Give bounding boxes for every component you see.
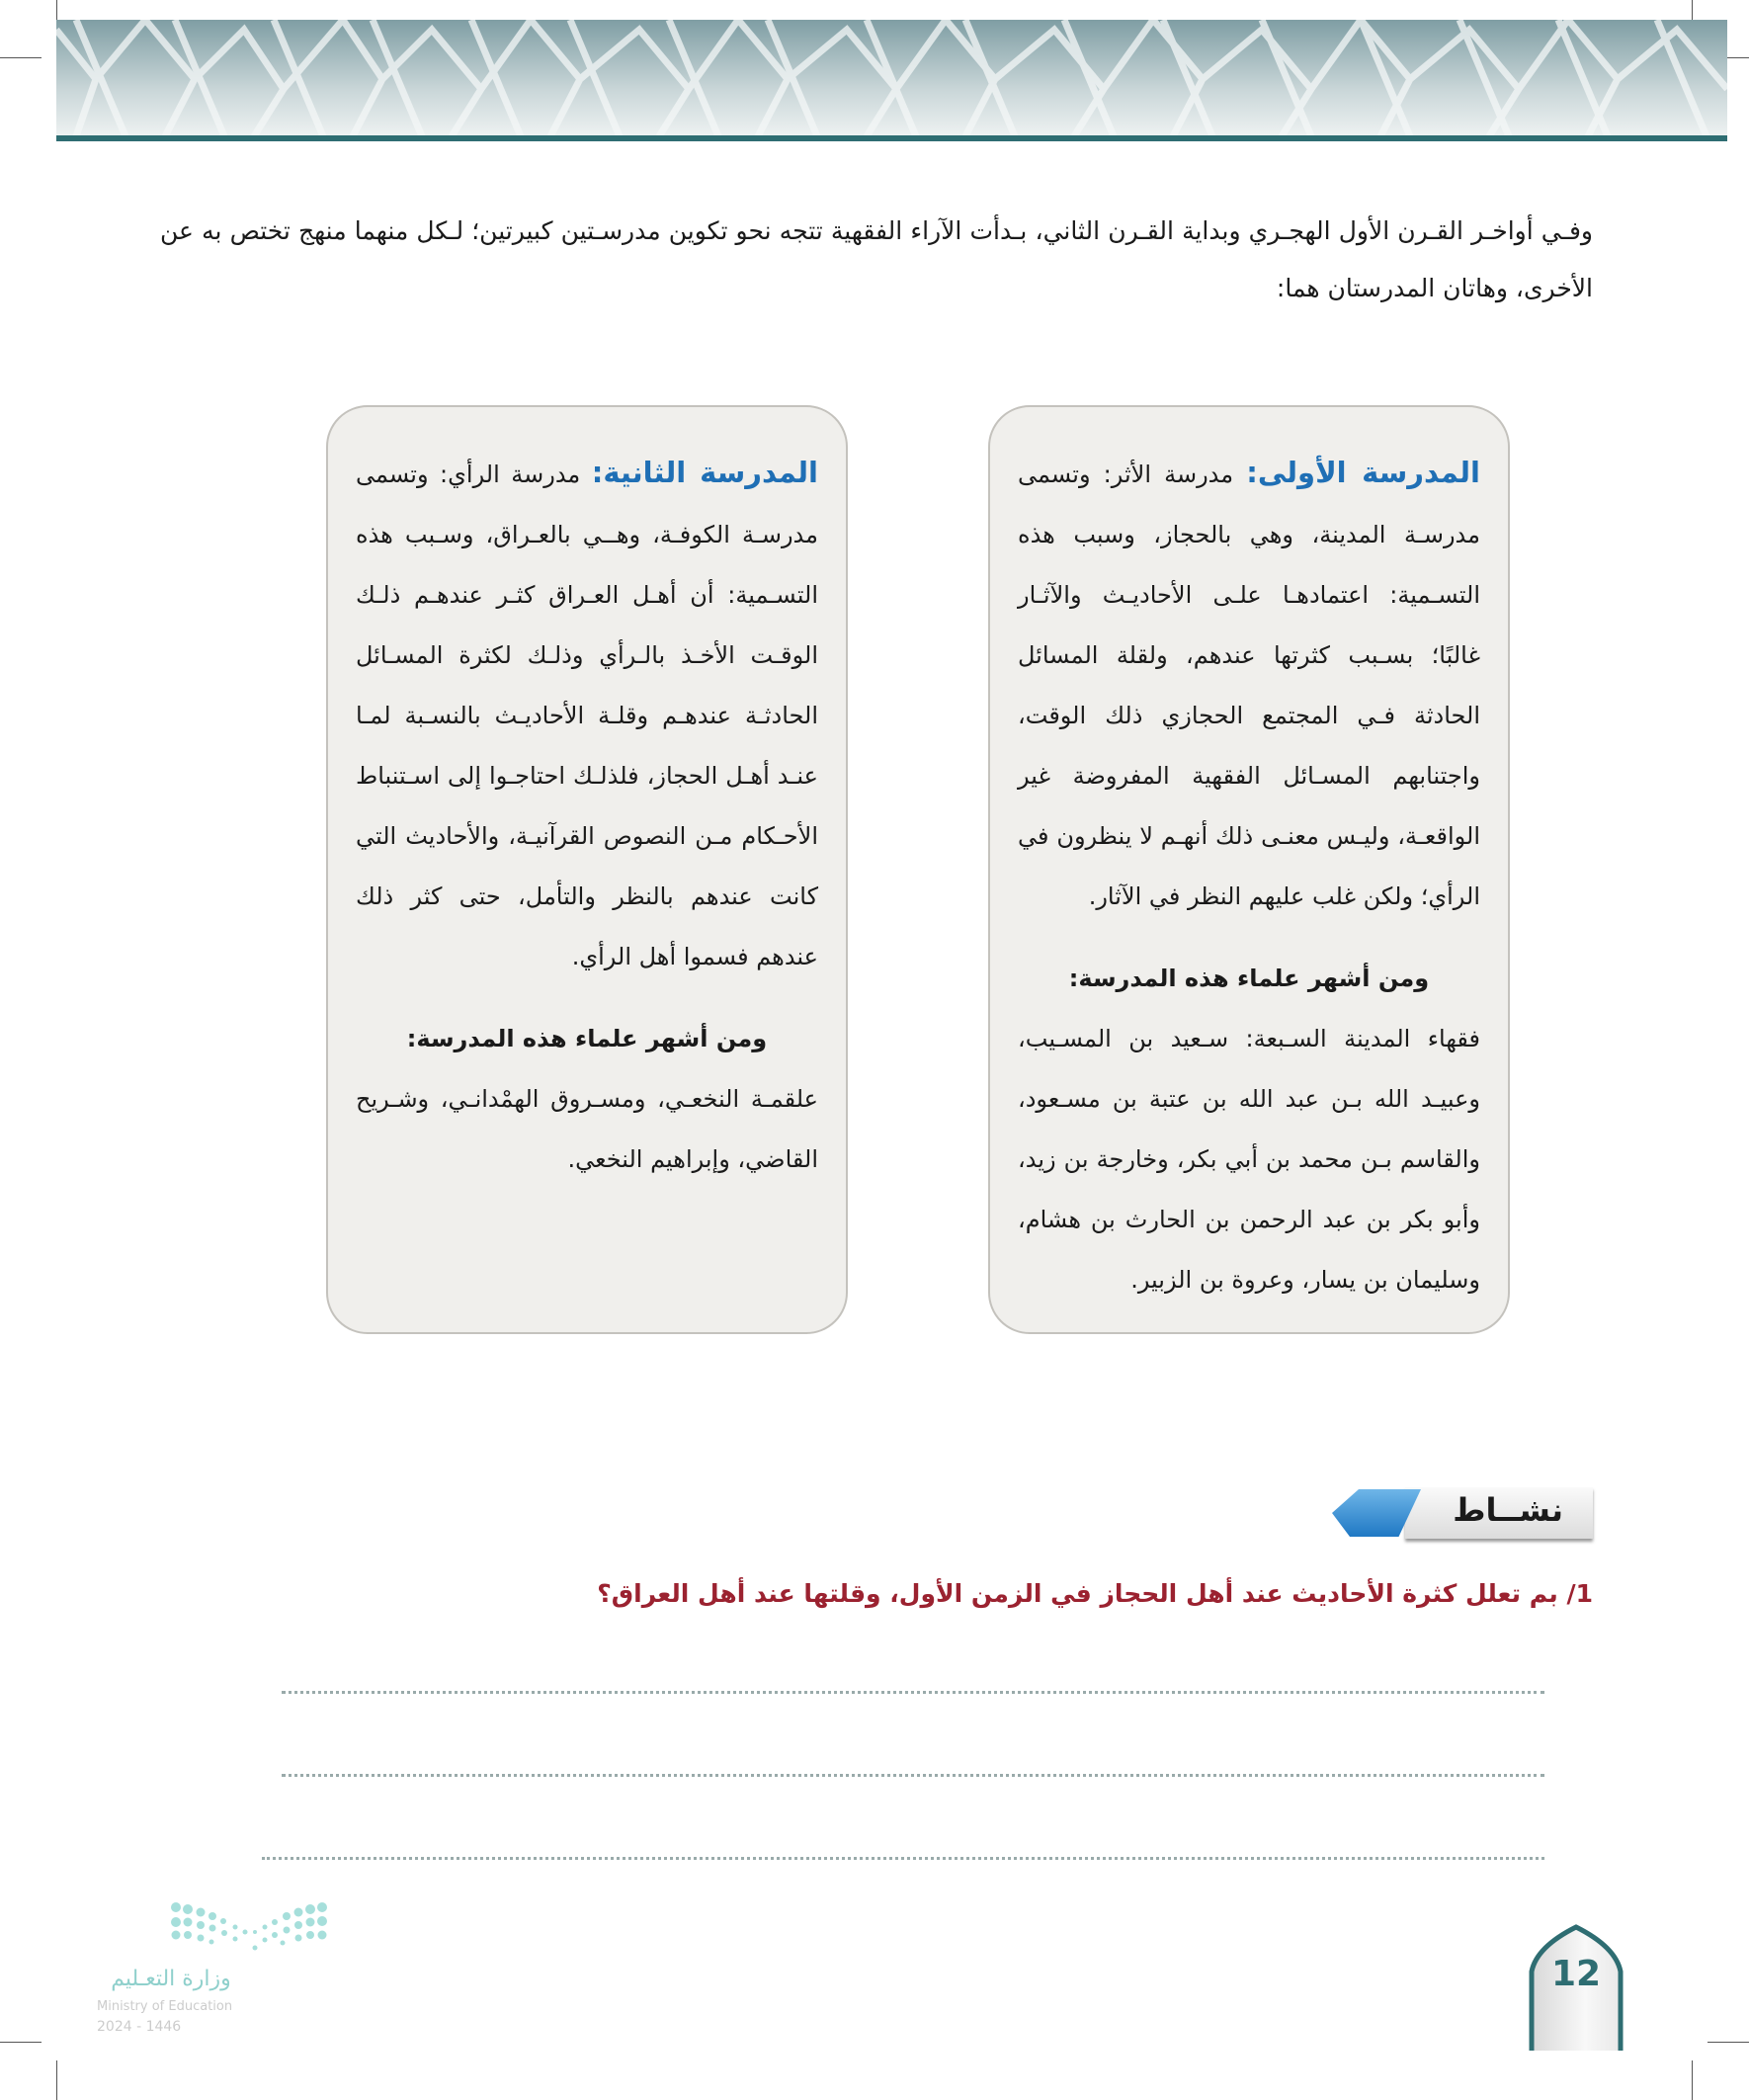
islamic-pattern-icon bbox=[56, 20, 1727, 136]
crop-mark bbox=[0, 2042, 42, 2043]
intro-paragraph: وفـي أواخـر القـرن الأول الهجـري وبداية القـرن الثاني، بـدأت الآراء الفقهية تتجه نحو تكوين مدرسـتين كبيرتين؛ لـكل منهما منهج تختص به عن الأخرى، وهاتان المدرستان هما: bbox=[160, 216, 1593, 302]
page-number-badge bbox=[1527, 1922, 1625, 2051]
crop-mark bbox=[1692, 2060, 1693, 2100]
school-first-card bbox=[988, 405, 1510, 1334]
crop-mark bbox=[56, 2060, 57, 2100]
activity-question: 1/ بم تعلل كثرة الأحاديث عند أهل الحجاز في الزمن الأول، وقلتها عند أهل العراق؟ bbox=[597, 1579, 1593, 1608]
school-second-body: مدرسة الرأي: وتسمى مدرسـة الكوفـة، وهــي بالعـراق، وسـبب هذه التسـمية: أن أهـل العـراق كثـر عندهـم ذلـك الوقـت الأخـذ بالـرأي وذلـك لكثرة المسـائل الحادثـة عندهـم وقلـة الأحاديـث بالنسـبة لمـا عنـد أهـل الحجاز، فلذلـك احتاجـوا إلى اسـتنباط الأحـكام مـن النصوص القرآنيـة، والأحاديث التي كانت عندهم بالنظر والتأمل، حتى كثر ذلك عندهم فسموا أهل الرأي. bbox=[356, 461, 818, 970]
ministry-logo bbox=[97, 1897, 334, 2046]
ministry-name-english: Ministry of Education bbox=[97, 1999, 233, 2014]
header-pattern-banner bbox=[56, 20, 1727, 136]
school-second-card bbox=[326, 405, 848, 1334]
edition-year: 2024 - 1446 bbox=[97, 2019, 182, 2035]
ministry-dots-icon bbox=[166, 1897, 403, 1967]
school-first-scholars: فقهاء المدينة السـبعة: سـعيد بن المسـيب، وعبيـد الله بـن عبد الله بن عتبة بن مسـعود، والقاسم بـن محمد بن أبي بكر، وخارجة بن زيد، وأبو بكر بن عبد الرحمن بن الحارث بن هشام، وسليمان بن يسار، وعروة بن الزبير. bbox=[1018, 1025, 1480, 1294]
answer-line[interactable] bbox=[282, 1774, 1544, 1777]
school-first-scholars-heading: ومن أشهر علماء هذه المدرسة: bbox=[1068, 965, 1430, 992]
activity-label: نشــاط bbox=[1453, 1491, 1563, 1529]
school-second-title: المدرسة الثانية: bbox=[591, 456, 818, 489]
crop-mark bbox=[0, 57, 42, 58]
answer-line[interactable] bbox=[262, 1857, 1544, 1860]
page-number: 12 bbox=[1550, 1954, 1602, 1994]
school-first-title: المدرسة الأولى: bbox=[1246, 456, 1480, 489]
school-second-scholars-heading: ومن أشهر علماء هذه المدرسة: bbox=[406, 1025, 768, 1052]
school-first-body: مدرسة الأثر: وتسمى مدرسـة المدينة، وهي بالحجاز، وسبب هذه التسـمية: اعتمادهـا علـى الأحاديـث والآثـار غالبًا؛ بسـبب كثرتها عندهم، ولقلة المسائل الحادثة فـي المجتمع الحجازي ذلك الوقت، واجتنابهم المسـائل الفقهية المفروضة غير الواقعـة، وليـس معنـى ذلك أنهـم لا ينظرون في الرأي؛ ولكن غلب عليهم النظر في الآثار. bbox=[1018, 461, 1480, 910]
activity-badge bbox=[1332, 1487, 1593, 1543]
ministry-name-arabic: وزارة التعـليم bbox=[111, 1967, 231, 1991]
crop-mark bbox=[1707, 2042, 1749, 2043]
answer-line[interactable] bbox=[282, 1691, 1544, 1694]
school-second-scholars: علقمـة النخعـي، ومسـروق الهمْدانـي، وشـريح القاضي، وإبراهيم النخعي. bbox=[356, 1085, 818, 1173]
header-divider bbox=[56, 135, 1727, 141]
